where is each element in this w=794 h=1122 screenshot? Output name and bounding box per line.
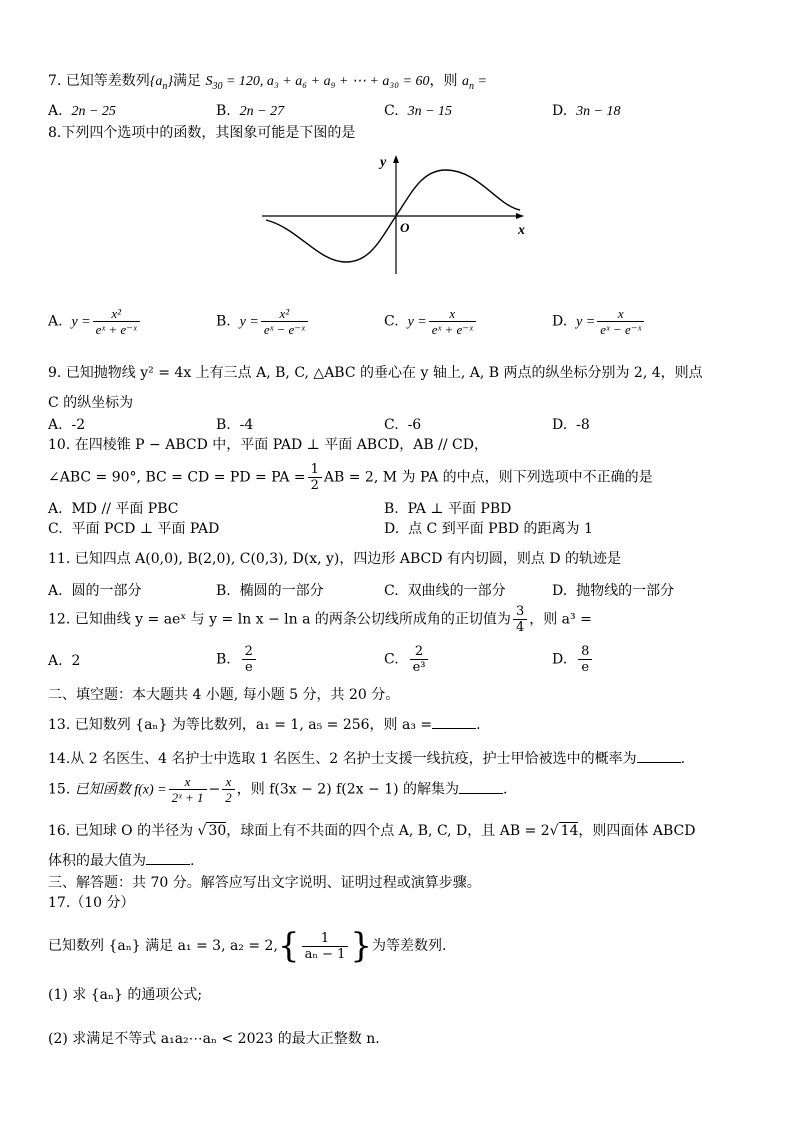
q9-line1: 9. 已知抛物线 y² = 4x 上有三点 A, B, C, △ABC 的垂心在 y 轴上, A, B 两点的纵坐标分别为 2, 4，则点 — [48, 365, 703, 381]
q9-line2: C 的纵坐标为 — [48, 395, 134, 411]
q8-option-b: B. y = $\frac{\text{x²}}{\text{eˣ − e⁻ˣ}}$ — [216, 306, 310, 337]
q7-stem — [48, 72, 487, 96]
q7-option-b: B. 2n − 27 — [216, 103, 285, 119]
q11-option-c: C. 双曲线的一部分 — [384, 583, 506, 599]
q14-blank[interactable] — [637, 750, 681, 763]
q10-option-c: C. 平面 PCD ⊥ 平面 PAD — [48, 521, 220, 537]
q12-option-c: C. $\frac{2}{\text{e³}}$ — [384, 644, 430, 675]
q17-stem: 已知数列 {aₙ} 满足 a₁ = 3, a₂ = 2,{ $\frac{1}{\text{aₙ − 1}}$ }为等差数列. — [48, 926, 447, 966]
section2-heading: 二、填空题：本大题共 4 小题, 每小题 5 分，共 20 分。 — [48, 687, 400, 703]
q9-option-c: C. -6 — [384, 417, 422, 433]
q7-cond: S — [205, 74, 213, 89]
q8-y-arrow — [393, 155, 399, 163]
q8-option-a: A. y = $\frac{\text{x²}}{\text{eˣ + e⁻ˣ}}$ — [48, 306, 142, 337]
q11-option-a: A. 圆的一部分 — [48, 583, 142, 599]
q10-line2: ∠ABC = 90°, BC = CD = PD = PA = $\frac{1}{2}$ AB = 2, M 为 PA 的中点，则下列选项中不正确的是 — [48, 462, 653, 493]
q11-stem: 11. 已知四点 A(0,0), B(2,0), C(0,3), D(x, y)，四边形 ABCD 有内切圆，则点 D 的轨迹是 — [48, 551, 622, 567]
q8-origin-label: O — [400, 220, 410, 235]
q8-stem — [48, 124, 355, 142]
q8-y-label: y — [380, 155, 387, 170]
q12-option-d: D. $\frac{8}{e}$ — [552, 644, 594, 675]
q7-option-c: C. 3n − 15 — [384, 103, 453, 119]
q14: 14.从 2 名医生、4 名护士中选取 1 名医生、2 名护士支援一线抗疫，护士甲恰被选中的概率为 . — [48, 751, 686, 767]
q7-cond-sub: 30 — [212, 80, 223, 92]
q8-x-label: x — [518, 223, 525, 238]
q7-text-b: 满足 — [173, 73, 202, 89]
q10-option-d: D. 点 C 到平面 PBD 的距离为 1 — [384, 521, 593, 537]
q7-seq-close: } — [167, 74, 174, 89]
q8-graph — [258, 150, 530, 280]
q10-line1: 10. 在四棱锥 P − ABCD 中，平面 PAD ⊥ 平面 ABCD，AB // CD， — [48, 437, 488, 453]
q12-option-a: A. 2 — [48, 653, 81, 669]
q10-option-a: A. MD // 平面 PBC — [48, 501, 179, 517]
q7-text: 已知等差数列 — [65, 73, 150, 89]
q17-part2: (2) 求满足不等式 a₁a₂⋯aₙ < 2023 的最大正整数 n. — [48, 1031, 380, 1047]
q7-seq-sub: n — [162, 80, 168, 92]
q16-blank[interactable] — [146, 852, 190, 865]
q8-number: 8. — [48, 125, 62, 141]
q16-line1: 16. 已知球 O 的半径为 √ 30，球面上有不共面的四个点 A, B, C, D，且 AB = 2√ 14，则四面体 ABCD — [48, 823, 696, 839]
q15: 15. 已知函数 f(x) = $\frac{x}{\text{2ˣ + 1}}$ − $\frac{x}{2}$ ，则 f(3x − 2) f(2x − 1) 的解集为 . — [48, 774, 508, 805]
q7-terms: ₃ + a₆ + a₉ + ⋯ + a₃₀ = 60 — [273, 74, 430, 89]
section3-heading: 三、解答题：共 70 分。解答应写出文字说明、证明过程或演算步骤。 — [48, 875, 481, 891]
q9-option-b: B. -4 — [216, 417, 254, 433]
q15-blank[interactable] — [459, 781, 503, 794]
q7-ask-sub: n — [468, 80, 474, 92]
q12-stem: 12. 已知曲线 y = aeˣ 与 y = ln x − ln a 的两条公切线所成角的正切值为 $\frac{3}{4}$ ，则 a³ = — [48, 604, 592, 635]
q17-part1: (1) 求 {aₙ} 的通项公式; — [48, 987, 203, 1003]
q7-seq: {a — [149, 74, 163, 89]
q7-cond-rest: = 120, a — [222, 74, 274, 89]
q8-option-d: D. y = $\frac{x}{\text{eˣ − e⁻ˣ}}$ — [552, 306, 646, 337]
q13: 13. 已知数列 {aₙ} 为等比数列，a₁ = 1, a₅ = 256，则 a₃ = . — [48, 717, 481, 733]
q12-option-b: B. $\frac{2}{e}$ — [216, 644, 258, 675]
q8-x-arrow — [516, 213, 524, 219]
q11-option-b: B. 椭圆的一部分 — [216, 583, 324, 599]
q9-option-a: A. -2 — [48, 417, 86, 433]
q10-option-b: B. PA ⊥ 平面 PBD — [384, 501, 512, 517]
q8-text: 下列四个选项中的函数，其图象可能是下图的是 — [61, 125, 356, 141]
q7-ask: a — [461, 74, 469, 89]
q17-header: 17.（10 分） — [48, 895, 135, 911]
q7-option-d: D. 3n − 18 — [552, 103, 621, 119]
q16-line2: 体积的最大值为 . — [48, 853, 195, 869]
q13-blank[interactable] — [432, 716, 476, 729]
q8-option-c: C. y = $\frac{x}{\text{eˣ + e⁻ˣ}}$ — [384, 306, 478, 337]
q11-option-d: D. 抛物线的一部分 — [552, 583, 675, 599]
q9-option-d: D. -8 — [552, 417, 590, 433]
q7-ask-eq: = — [473, 74, 487, 89]
q7-text-c: ，则 — [429, 73, 458, 89]
q7-option-a: A. 2n − 25 — [48, 103, 116, 119]
q7-number: 7. — [48, 73, 62, 89]
